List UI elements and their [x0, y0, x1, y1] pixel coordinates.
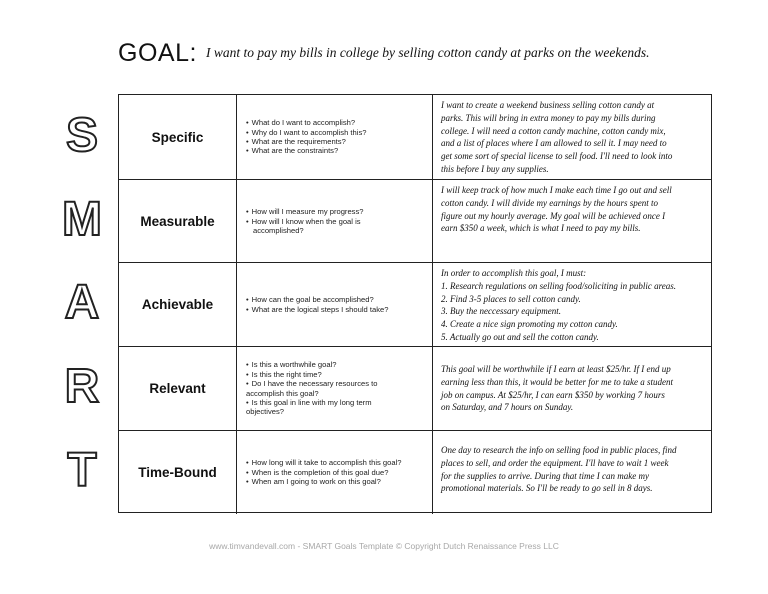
letter-a — [52, 261, 112, 345]
answer-line: get some sort of special license to sell food. I'll need to look into — [441, 151, 673, 162]
letter-m-glyph: M — [62, 193, 102, 246]
letter-s — [52, 94, 112, 178]
answer-line: 1. Research regulations on selling food/soliciting in public areas. — [441, 280, 676, 291]
answer-line: 5. Actually go out and sell the cotton candy. — [441, 331, 599, 342]
row-name: Specific — [119, 95, 237, 179]
answer-line: earning less than this, it would be better for me to take a student — [441, 376, 673, 387]
question-list — [237, 207, 370, 235]
goal-header — [118, 38, 738, 68]
question-item: • How can the goal be accomplished? — [246, 295, 388, 304]
answer-line: figure out my hourly average. My goal will be achieved once I — [441, 210, 666, 221]
answer-line: 4. Create a nice sign promoting my cotton candy. — [441, 319, 618, 330]
row-answer — [433, 347, 711, 430]
answer-line: job on campus. At $25/hr, I can earn $350 by working 7 hours — [441, 389, 665, 400]
row-name: Achievable — [119, 263, 237, 346]
question-item: • Is this the right time? — [246, 370, 377, 379]
letter-s-glyph: S — [65, 109, 98, 162]
letter-m — [52, 178, 112, 262]
answer-line: This goal will be worthwhile if I earn at least $25/hr. If I end up — [441, 364, 671, 374]
question-item: • Do I have the necessary resources to — [246, 379, 377, 388]
answer-line: One day to research the info on selling food in public places, find — [441, 445, 677, 455]
answer-line: In order to accomplish this goal, I must: — [441, 268, 587, 278]
letter-a-glyph: A — [64, 276, 100, 329]
question-list — [237, 118, 372, 156]
letter-t — [52, 429, 112, 513]
question-item: • What are the logical steps I should take? — [246, 305, 388, 314]
question-list — [237, 458, 408, 486]
row-name: Relevant — [119, 347, 237, 430]
row-answer — [433, 263, 711, 346]
question-item: • What do I want to accomplish? — [246, 118, 366, 127]
row-time-bound — [119, 430, 711, 514]
row-answer — [433, 95, 711, 179]
answer-line: 3. Buy the neccessary equipment. — [441, 306, 561, 317]
row-answer — [433, 431, 711, 514]
row-relevant — [119, 346, 711, 430]
row-specific — [119, 95, 711, 179]
answer-line: 2. Find 3-5 places to sell cotton candy. — [441, 293, 581, 304]
row-achievable — [119, 262, 711, 346]
answer-line: and a list of places where I am allowed to sell it. I may need to — [441, 138, 667, 149]
question-item: accomplish this goal? — [246, 388, 319, 398]
letter-r-glyph: R — [64, 360, 100, 413]
row-questions — [237, 347, 433, 430]
goal-text: I want to pay my bills in college by selling cotton candy at parks on the weekends. — [206, 45, 650, 60]
row-answer — [433, 180, 711, 263]
answer-line: parks. This will bring in extra money to pay my bills during — [441, 112, 656, 123]
answer-line: this before I buy any supplies. — [441, 163, 549, 174]
question-item: • Why do I want to accomplish this? — [246, 128, 366, 137]
answer-line: for the supplies to arrive. During that time I can make my — [441, 470, 649, 481]
answer-line: I want to create a weekend business selling cotton candy at — [441, 100, 655, 110]
question-item: • When is the completion of this goal due? — [246, 468, 402, 477]
goal-label: GOAL: — [118, 39, 197, 67]
smart-letters — [52, 94, 112, 514]
letter-t-glyph: T — [67, 444, 97, 497]
question-list — [237, 360, 383, 416]
answer-line: earn $350 a week, which is what I need to pay my bills. — [441, 223, 641, 234]
answer-line: on Saturday, and 7 hours on Sunday. — [441, 402, 574, 413]
footer-copyright: www.timvandevall.com - SMART Goals Template © Copyright Dutch Renaissance Press LLC — [209, 541, 559, 551]
question-item: • How long will it take to accomplish this goal? — [246, 458, 402, 467]
smart-table — [118, 94, 712, 513]
row-name: Measurable — [119, 180, 237, 263]
question-item: • Is this goal in line with my long term — [246, 398, 377, 407]
answer-line: promotional materials. So I'll be ready to go sell in 8 days. — [441, 483, 653, 494]
question-list — [237, 295, 394, 314]
question-item: objectives? — [246, 407, 284, 417]
answer-line: cotton candy. I will divide my earnings by the hours spent to — [441, 197, 658, 208]
answer-line: I will keep track of how much I make each time I go out and sell — [441, 185, 672, 195]
row-questions — [237, 263, 433, 346]
row-questions — [237, 431, 433, 514]
question-item: • What are the constraints? — [246, 146, 366, 155]
row-questions — [237, 95, 433, 179]
question-item: • When am I going to work on this goal? — [246, 477, 402, 486]
row-name: Time-Bound — [119, 431, 237, 514]
answer-line: places to sell, and order the equipment. I'll have to wait 1 week — [441, 457, 669, 468]
question-item: accomplished? — [253, 226, 304, 236]
question-item: • Is this a worthwhile goal? — [246, 360, 377, 369]
letter-r — [52, 345, 112, 429]
question-item: • How will I know when the goal is — [246, 217, 364, 226]
row-questions — [237, 180, 433, 263]
answer-line: college. I will need a cotton candy machine, cotton candy mix, — [441, 125, 666, 136]
row-measurable — [119, 179, 711, 263]
question-item: • What are the requirements? — [246, 137, 366, 146]
question-item: • How will I measure my progress? — [246, 207, 364, 216]
